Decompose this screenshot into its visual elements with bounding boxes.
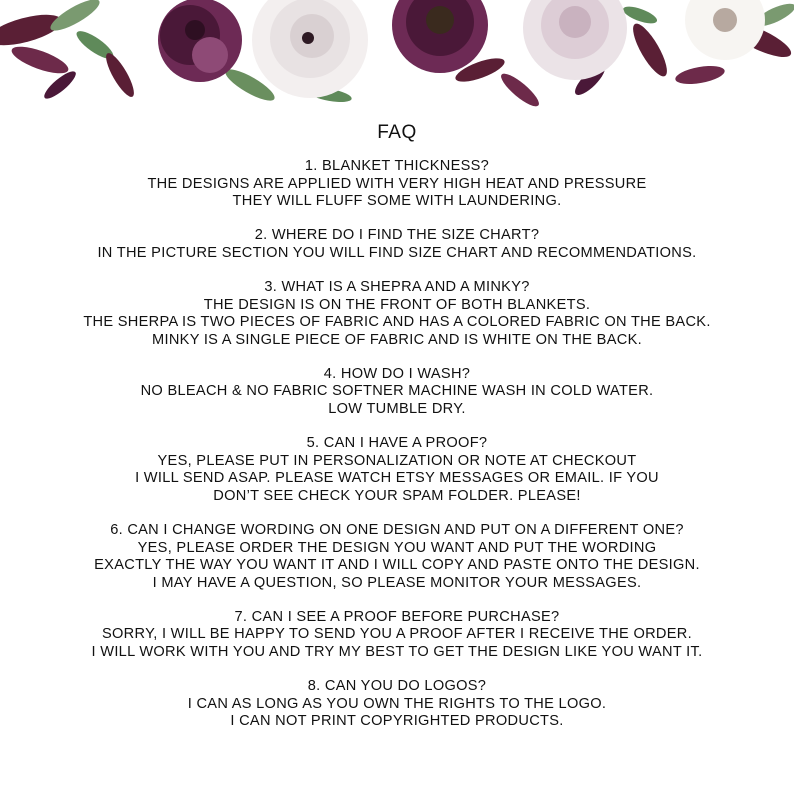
- faq-question: 8. CAN YOU DO LOGOS?: [307, 678, 487, 695]
- faq-answer-line: THE SHERPA IS TWO PIECES OF FABRIC AND HAS A COLORED FABRIC ON THE BACK.: [83, 314, 711, 331]
- faq-item: [0, 435, 794, 505]
- faq-answer-line: SORRY, I WILL BE HAPPY TO SEND YOU A PROOF AFTER I RECEIVE THE ORDER.: [101, 626, 693, 643]
- faq-answer-line: I CAN NOT PRINT COPYRIGHTED PRODUCTS.: [230, 713, 564, 730]
- faq-item: [0, 279, 794, 349]
- faq-question: 4. HOW DO I WASH?: [323, 365, 471, 382]
- leaf-cluster-left: [0, 0, 139, 102]
- faq-item: [0, 366, 794, 419]
- faq-answer-line: THE DESIGN IS ON THE FRONT OF BOTH BLANKETS.: [203, 296, 591, 313]
- faq-item: [0, 522, 794, 592]
- faq-question: 3. WHAT IS A SHEPRA AND A MINKY?: [264, 278, 530, 295]
- faq-answer-line: I MAY HAVE A QUESTION, SO PLEASE MONITOR YOUR MESSAGES.: [152, 574, 642, 591]
- faq-item: [0, 227, 794, 262]
- faq-item: [0, 678, 794, 731]
- faq-section: [0, 122, 794, 747]
- faq-answer-line: LOW TUMBLE DRY.: [328, 401, 466, 418]
- faq-answer-line: DON’T SEE CHECK YOUR SPAM FOLDER. PLEASE!: [213, 487, 581, 504]
- faq-answer-line: EXACTLY THE WAY YOU WANT IT AND I WILL COPY AND PASTE ONTO THE DESIGN.: [94, 557, 700, 574]
- faq-question: 2. WHERE DO I FIND THE SIZE CHART?: [254, 227, 540, 244]
- floral-border: [0, 0, 794, 115]
- plum-flower-center: [392, 0, 488, 73]
- faq-answer-line: IN THE PICTURE SECTION YOU WILL FIND SIZE CHART AND RECOMMENDATIONS.: [97, 244, 697, 261]
- faq-question: 6. CAN I CHANGE WORDING ON ONE DESIGN AND PUT ON A DIFFERENT ONE?: [110, 522, 684, 538]
- faq-answer-line: NO BLEACH & NO FABRIC SOFTNER MACHINE WASH IN COLD WATER.: [140, 383, 654, 400]
- faq-item: [0, 609, 794, 662]
- faq-answer-line: MINKY IS A SINGLE PIECE OF FABRIC AND IS WHITE ON THE BACK.: [152, 331, 642, 348]
- white-daisy-right: [685, 0, 765, 60]
- faq-answer-line: I CAN AS LONG AS YOU OWN THE RIGHTS TO THE LOGO.: [187, 695, 607, 712]
- faq-answer-line: I WILL WORK WITH YOU AND TRY MY BEST TO GET THE DESIGN LIKE YOU WANT IT.: [91, 644, 703, 661]
- faq-list: [0, 158, 794, 731]
- page-title: FAQ: [377, 122, 417, 143]
- white-rose-center-left: [252, 0, 368, 98]
- faq-answer-line: THEY WILL FLUFF SOME WITH LAUNDERING.: [232, 193, 562, 210]
- faq-question: 7. CAN I SEE A PROOF BEFORE PURCHASE?: [234, 608, 560, 625]
- faq-answer-line: THE DESIGNS ARE APPLIED WITH VERY HIGH HEAT AND PRESSURE: [147, 175, 647, 192]
- faq-item: [0, 158, 794, 211]
- faq-answer-line: YES, PLEASE PUT IN PERSONALIZATION OR NOTE AT CHECKOUT: [157, 452, 637, 469]
- faq-answer-line: I WILL SEND ASAP. PLEASE WATCH ETSY MESSAGES OR EMAIL. IF YOU: [135, 470, 659, 487]
- faq-answer-line: YES, PLEASE ORDER THE DESIGN YOU WANT AND PUT THE WORDING: [137, 539, 657, 556]
- white-rose-center-right: [523, 0, 627, 80]
- faq-question: 5. CAN I HAVE A PROOF?: [306, 435, 488, 452]
- plum-flower-left: [158, 0, 242, 82]
- faq-question: 1. BLANKET THICKNESS?: [304, 158, 490, 174]
